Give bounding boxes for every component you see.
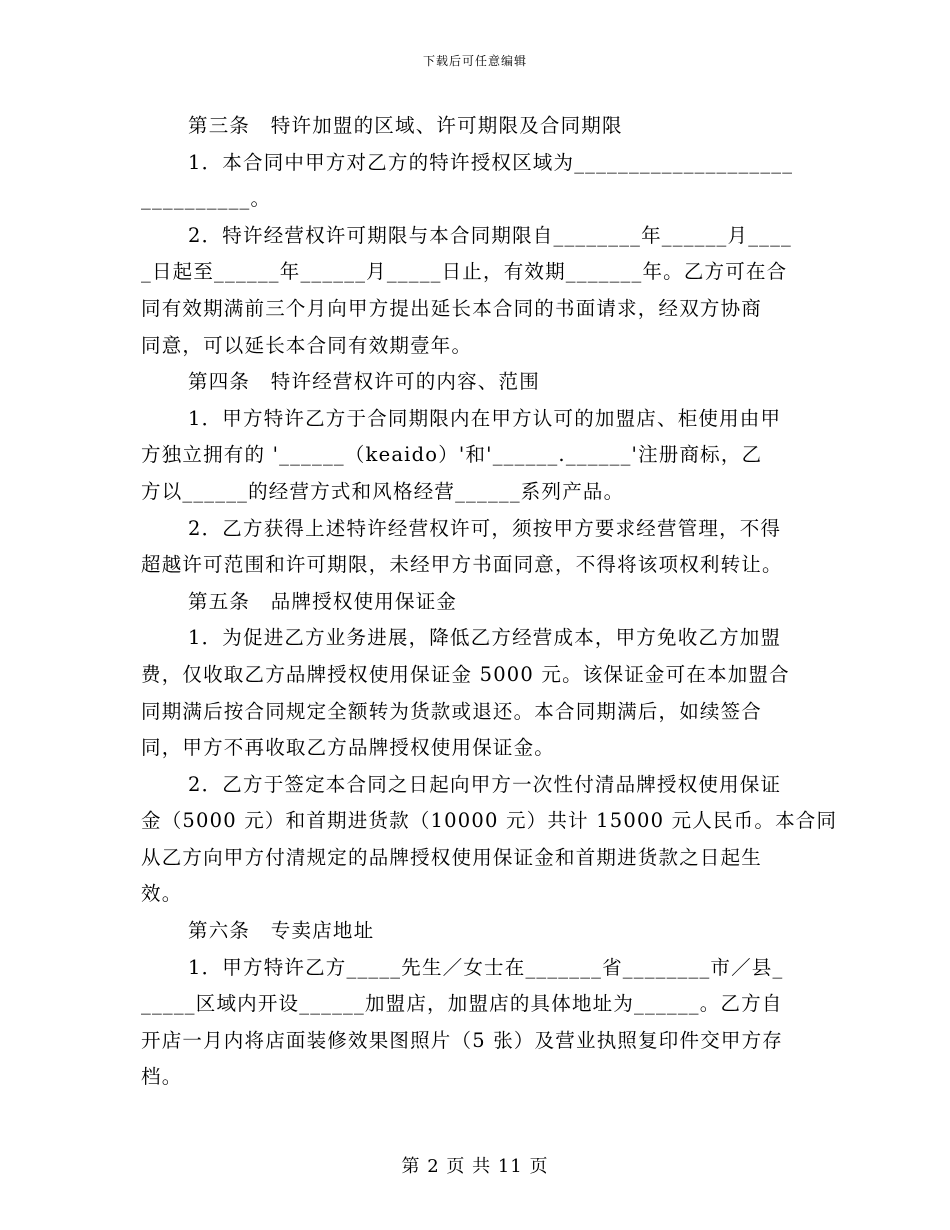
text-line: 2．乙方于签定本合同之日起向甲方一次性付清品牌授权使用保证 [188, 772, 782, 796]
text-line: 同意，可以延长本合同有效期壹年。 [141, 333, 473, 357]
text-line: 2．特许经营权许可期限与本合同期限自________年______月____ [188, 223, 793, 247]
text-line: 2．乙方获得上述特许经营权许可，须按甲方要求经营管理，不得 [188, 516, 782, 540]
text-line: 金（5000 元）和首期进货款（10000 元）共计 15000 元人民币。本合同 [141, 809, 838, 833]
text-line: 同有效期满前三个月向甲方提出延长本合同的书面请求，经双方协商 [141, 296, 763, 320]
text-line: 1．本合同中甲方对乙方的特许授权区域为____________________ [188, 150, 794, 174]
text-line: 1．甲方特许乙方_____先生／女士在_______省________市／县_ [188, 955, 784, 979]
text-line: 第六条 专卖店地址 [188, 919, 375, 943]
text-line: 第五条 品牌授权使用保证金 [188, 589, 458, 613]
text-line: 第三条 特许加盟的区域、许可期限及合同期限 [188, 114, 623, 137]
text-line: _日起至______年______月_____日止，有效期_______年。乙方可在合 [141, 260, 788, 284]
text-line: 同期满后按合同规定全额转为货款或退还。本合同期满后，如续签合 [141, 699, 763, 723]
text-line: 方独立拥有的 '______（keaido）'和'______.______'注册商标，乙 [141, 443, 763, 467]
text-line: 效。 [141, 882, 183, 906]
text-line: __________。 [141, 187, 272, 211]
text-line: 1．为促进乙方业务进展，降低乙方经营成本，甲方免收乙方加盟 [188, 626, 782, 650]
text-line: 从乙方向甲方付清规定的品牌授权使用保证金和首期进货款之日起生 [141, 845, 763, 869]
text-line: 开店一月内将店面装修效果图照片（5 张）及营业执照复印件交甲方存 [141, 1028, 784, 1052]
text-line: 方以______的经营方式和风格经营______系列产品。 [141, 479, 625, 503]
document-body [141, 108, 838, 1096]
text-line: 费，仅收取乙方品牌授权使用保证金 5000 元。该保证金可在本加盟合 [141, 662, 790, 686]
text-line: _____区域内开设______加盟店，加盟店的具体地址为______。乙方自 [141, 992, 783, 1016]
text-line: 档。 [141, 1065, 183, 1089]
text-line: 第四条 特许经营权许可的内容、范围 [188, 370, 540, 394]
page-header: 下载后可任意编辑 [422, 54, 527, 68]
page-footer: 第 2 页 共 11 页 [401, 1156, 549, 1177]
text-line: 1．甲方特许乙方于合同期限内在甲方认可的加盟店、柜使用由甲 [188, 406, 782, 430]
text-line: 同，甲方不再收取乙方品牌授权使用保证金。 [141, 736, 556, 760]
text-line: 超越许可范围和许可期限，未经甲方书面同意，不得将该项权利转让。 [141, 553, 783, 577]
